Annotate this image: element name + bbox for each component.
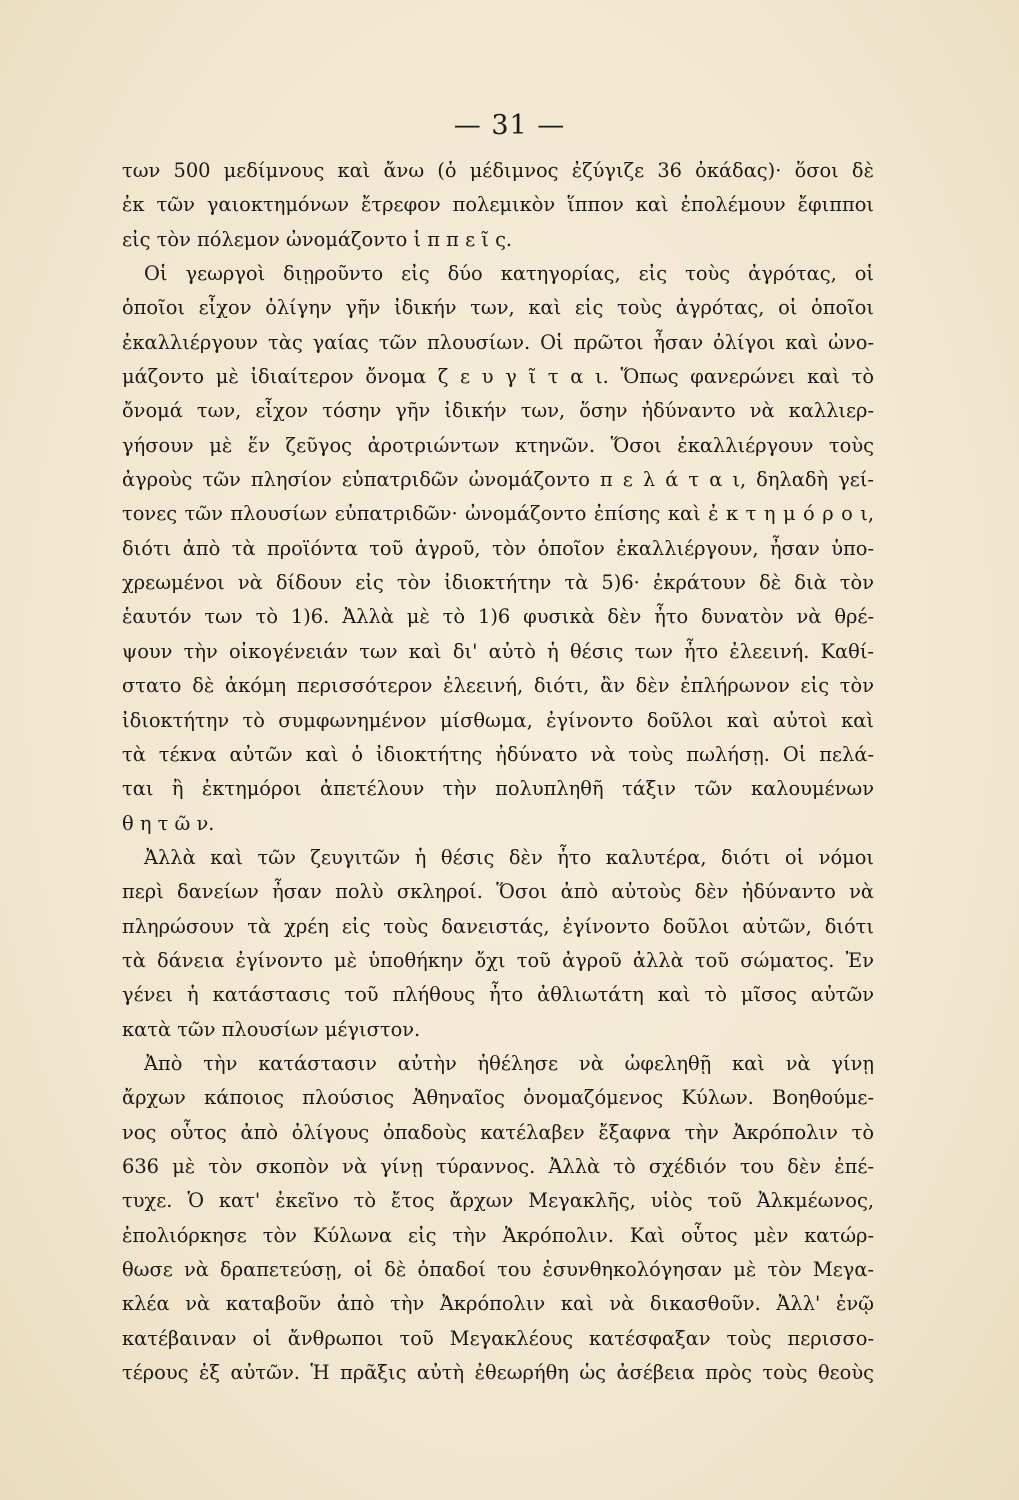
text-line: νος οὗτος ἀπὸ ὀλίγους ὀπαδοὺς κατέλαβεν ἔξαφνα τὴν Ἀκρόπολιν τὸ (122, 1120, 874, 1144)
text-line: ὁποῖοι εἶχον ὀλίγην γῆν ἰδικήν των, καὶ εἰς τοὺς ἀγρότας, οἱ ὁποῖοι (122, 296, 874, 320)
text-line: 636 μὲ τὸν σκοπὸν νὰ γίνῃ τύραννος. Ἀλλὰ τὸ σχέδιόν του δὲν ἐπέ- (122, 1154, 874, 1178)
text-line: τυχε. Ὁ κατ' ἐκεῖνο τὸ ἔτος ἄρχων Μεγακλῆς, υἱὸς τοῦ Ἀλκμέωνος, (122, 1189, 874, 1213)
text-line: ἐκ τῶν γαιοκτημόνων ἔτρεφον πολεμικὸν ἵππον καὶ ἐπολέμουν ἔφιπποι (122, 193, 874, 217)
text-line: κατέβαιναν οἱ ἄνθρωποι τοῦ Μεγακλέους κατέσφαξαν τοὺς περισσο- (122, 1326, 874, 1350)
text-line: περὶ δανείων ἦσαν πολὺ σκληροί. Ὅσοι ἀπὸ αὐτοὺς δὲν ἠδύναντο νὰ (122, 880, 874, 904)
text-line: ἐπολιόρκησε τὸν Κύλωνα εἰς τὴν Ἀκρόπολιν. Καὶ οὗτος μὲν κατώρ- (122, 1223, 874, 1247)
text-line: των 500 μεδίμνους καὶ ἄνω (ὁ μέδιμνος ἐζύγιζε 36 ὀκάδας)· ὅσοι δὲ (122, 159, 874, 182)
text-line: στατο δὲ ἀκόμη περισσότερον ἐλεεινή, διότι, ἂν δὲν ἐπλήρωνον εἰς τὸν (122, 674, 874, 698)
text-line: τέρους ἐξ αὐτῶν. Ἡ πρᾶξις αὐτὴ ἐθεωρήθη ὡς ἀσέβεια πρὸς τοὺς θεοὺς (122, 1361, 874, 1385)
text-line: διότι ἀπὸ τὰ προϊόντα τοῦ ἀγροῦ, τὸν ὁποῖον ἐκαλλιέργουν, ἦσαν ὑπο- (122, 536, 874, 560)
text-line: θ η τ ῶ ν. (122, 811, 215, 835)
text-line: χρεωμένοι νὰ δίδουν εἰς τὸν ἰδιοκτήτην τὰ 5)6· ἐκράτουν δὲ διὰ τὸν (122, 571, 874, 595)
page-number: — 31 — (453, 110, 566, 141)
text-line: εἰς τὸν πόλεμον ὠνομάζοντο ἱ π π ε ῖ ς. (122, 227, 513, 251)
text-line: Ἀλλὰ καὶ τῶν ζευγιτῶν ἡ θέσις δὲν ἦτο καλυτέρα, διότι οἱ νόμοι (144, 845, 874, 869)
text-line: ὄνομά των, εἶχον τόσην γῆν ἰδικήν των, ὅσην ἠδύναντο νὰ καλλιερ- (122, 399, 874, 423)
text-line: γήσουν μὲ ἕν ζεῦγος ἀροτριώντων κτηνῶν. Ὅσοι ἐκαλλιέργουν τοὺς (122, 433, 874, 457)
body-text (122, 154, 874, 1390)
text-line: τὰ δάνεια ἐγίνοντο μὲ ὑποθήκην ὄχι τοῦ ἀγροῦ ἀλλὰ τοῦ σώματος. Ἐν (122, 948, 874, 972)
text-line: ἰδιοκτήτην τὸ συμφωνημένον μίσθωμα, ἐγίνοντο δοῦλοι καὶ αὐτοὶ καὶ (122, 708, 874, 732)
text-line: τονες τῶν πλουσίων εὐπατριδῶν· ὠνομάζοντο ἐπίσης καὶ ἐ κ τ η μ ό ρ ο ι, (122, 502, 874, 526)
text-line: Οἱ γεωργοὶ διῃροῦντο εἰς δύο κατηγορίας, εἰς τοὺς ἀγρότας, οἱ (144, 262, 874, 286)
text-line: κατὰ τῶν πλουσίων μέγιστον. (122, 1017, 421, 1041)
text-line: κλέα νὰ καταβοῦν ἀπὸ τὴν Ἀκρόπολιν καὶ νὰ δικασθοῦν. Ἀλλ' ἐνῷ (122, 1292, 874, 1316)
text-line: θωσε νὰ δραπετεύσῃ, οἱ δὲ ὀπαδοί του ἐσυνθηκολόγησαν μὲ τὸν Μεγα- (122, 1258, 874, 1281)
text-line: ψουν τὴν οἰκογένειάν των καὶ δι' αὐτὸ ἡ θέσις των ἦτο ἐλεεινή. Καθί- (122, 639, 874, 663)
text-line: γένει ἡ κατάστασις τοῦ πλήθους ἦτο ἀθλιωτάτη καὶ τὸ μῖσος αὐτῶν (122, 983, 874, 1007)
text-line: ἐκαλλιέργουν τὰς γαίας τῶν πλουσίων. Οἱ πρῶτοι ἦσαν ὀλίγοι καὶ ὠνο- (122, 330, 874, 354)
text-line: ἑαυτόν των τὸ 1)6. Ἀλλὰ μὲ τὸ 1)6 φυσικὰ δὲν ἦτο δυνατὸν νὰ θρέ- (122, 605, 874, 629)
text-line: ται ἢ ἐκτημόροι ἀπετέλουν τὴν πολυπληθῆ τάξιν τῶν καλουμένων (122, 777, 874, 801)
text-line: τὰ τέκνα αὐτῶν καὶ ὁ ἰδιοκτήτης ἠδύνατο νὰ τοὺς πωλήσῃ. Οἱ πελά- (122, 742, 874, 766)
text-line: ἀγροὺς τῶν πλησίον εὐπατριδῶν ὠνομάζοντο π ε λ ά τ α ι, δηλαδὴ γεί- (122, 468, 874, 492)
text-line: πληρώσουν τὰ χρέη εἰς τοὺς δανειστάς, ἐγίνοντο δοῦλοι αὐτῶν, διότι (122, 914, 874, 938)
text-line: μάζοντο μὲ ἰδιαίτερον ὄνομα ζ ε υ γ ῖ τ α ι. Ὅπως φανερώνει καὶ τὸ (122, 365, 874, 389)
text-line: ἄρχων κάποιος πλούσιος Ἀθηναῖος ὀνομαζόμενος Κύλων. Βοηθούμε- (122, 1086, 874, 1110)
text-line: Ἀπὸ τὴν κατάστασιν αὐτὴν ἠθέλησε νὰ ὠφεληθῇ καὶ νὰ γίνῃ (144, 1051, 874, 1075)
